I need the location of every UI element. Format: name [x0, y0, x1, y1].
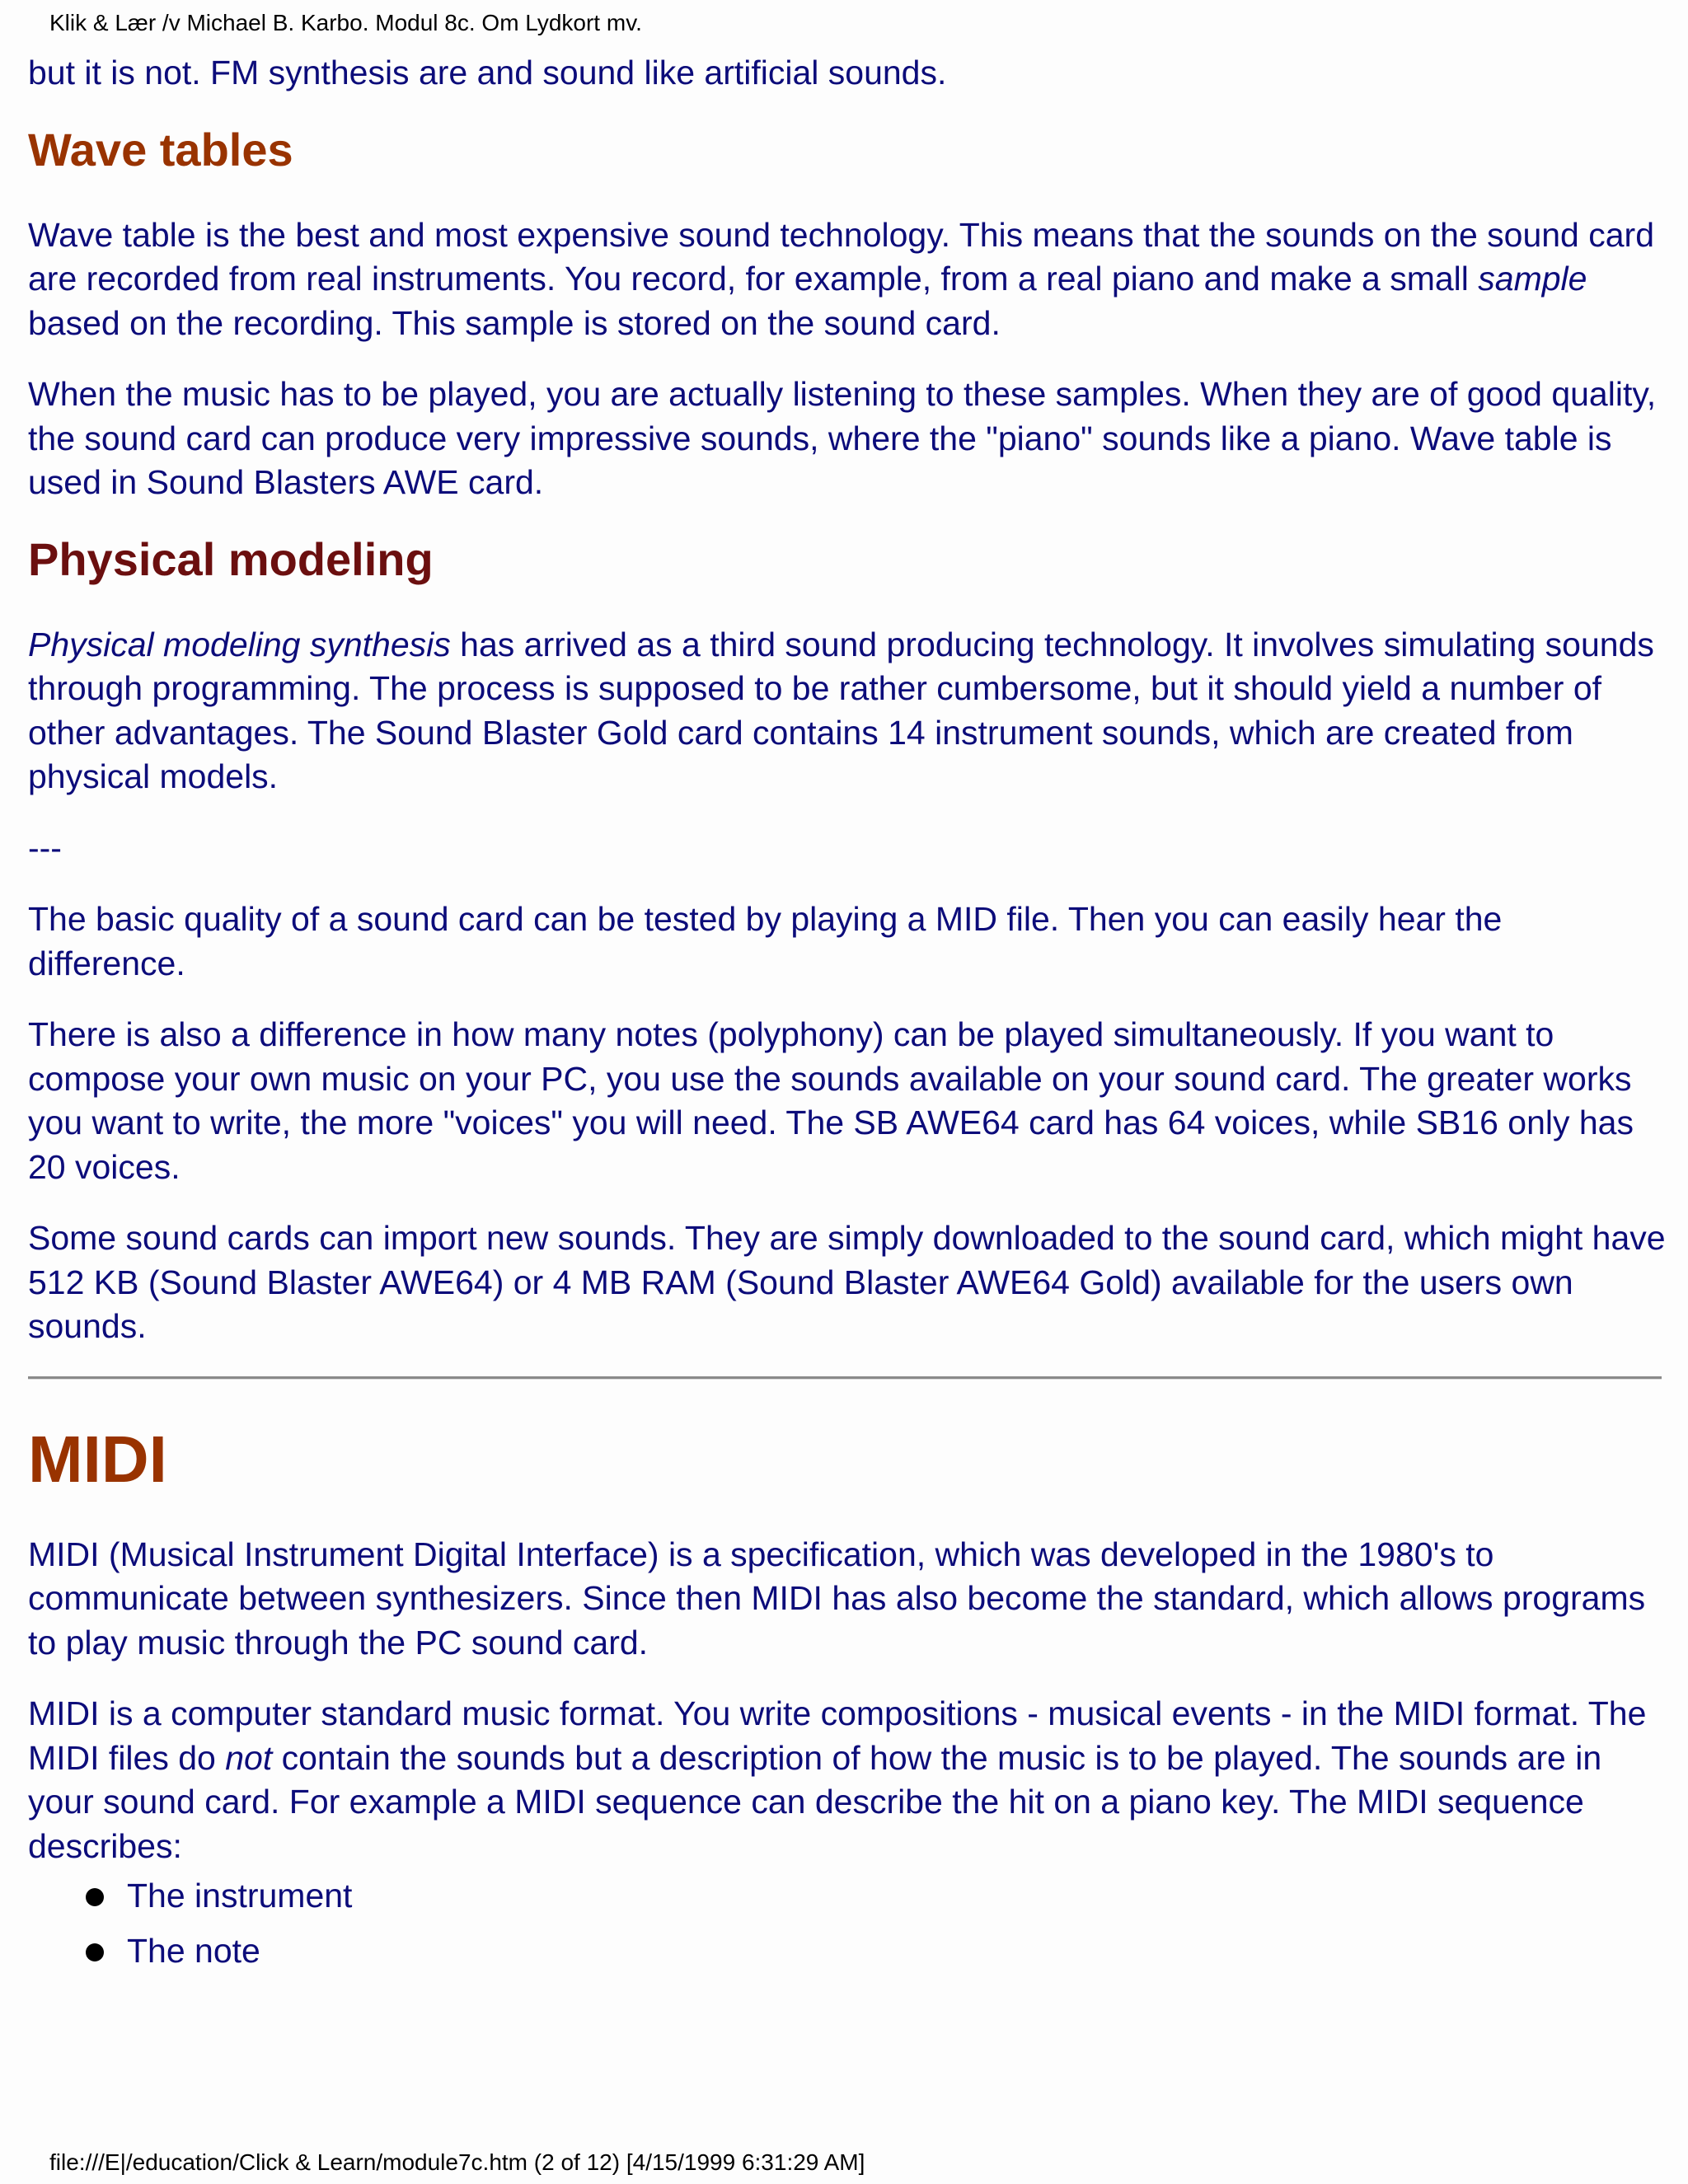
document-body — [28, 51, 1668, 1979]
separator-text: --- — [28, 828, 62, 867]
sample-emphasis: sample — [1478, 260, 1587, 298]
midi-heading: MIDI — [28, 1422, 167, 1496]
physical-modeling-paragraph-1 — [28, 623, 1668, 799]
physical-modeling-p1-after: has arrived as a third sound producing technology. It involves simulating sounds through programming. The process is supposed to be rather cumbersome, but it should yield a number of other advantages. The Sound Blaster Gold card contains 14 instrument sounds, which are created from physical models. — [28, 625, 1654, 795]
list-item — [86, 1868, 1668, 1924]
midi-p2-before: MIDI is a computer standard music format. You write compositions - musical events - in the MIDI format. The MIDI files do — [28, 1694, 1647, 1777]
import-sounds-paragraph: Some sound cards can import new sounds. They are simply downloaded to the sound card, which might have 512 KB (Sound Blaster AWE64) or 4 MB RAM (Sound Blaster AWE64 Gold) available for the users own sounds. — [28, 1219, 1666, 1345]
wave-tables-p1-after: based on the recording. This sample is stored on the sound card. — [28, 303, 1001, 342]
page-header: Klik & Lær /v Michael B. Karbo. Modul 8c. Om Lydkort mv. — [49, 10, 642, 35]
intro-paragraph: but it is not. FM synthesis are and sound like artificial sounds. — [28, 54, 947, 91]
physical-modeling-heading: Physical modeling — [28, 532, 434, 585]
polyphony-paragraph: There is also a difference in how many notes (polyphony) can be played simultaneously. If you want to compose your own music on your PC, you use the sounds available on your sound card. The greater works you want to write, the more "voices" you will need. The SB AWE64 card has 64 voices, while SB16 only has 20 voices. — [28, 1015, 1634, 1186]
wave-tables-paragraph-1 — [28, 213, 1668, 346]
page-footer: file:///E|/education/Click & Learn/module7c.htm (2 of 12) [4/15/1999 6:31:29 AM] — [49, 2149, 865, 2175]
midi-paragraph-2 — [28, 1692, 1668, 1868]
wave-tables-paragraph-2: When the music has to be played, you are actually listening to these samples. When they are of good quality, the sound card can produce very impressive sounds, where the "piano" sounds like a piano. Wave table is used in Sound Blasters AWE card. — [28, 375, 1657, 501]
wave-tables-p1-before: Wave table is the best and most expensive sound technology. This means that the sounds on the sound card are recorded from real instruments. You record, for example, from a real piano and make a small — [28, 215, 1655, 298]
horizontal-rule — [28, 1376, 1662, 1380]
not-emphasis: not — [225, 1738, 273, 1777]
midi-describes-list — [28, 1868, 1668, 1979]
bullet-icon — [86, 1943, 104, 1961]
list-item-text: The instrument — [127, 1877, 353, 1915]
physical-modeling-emphasis: Physical modeling synthesis — [28, 625, 451, 663]
list-item-text: The note — [127, 1932, 260, 1970]
midi-paragraph-1: MIDI (Musical Instrument Digital Interface) is a specification, which was developed in the 1980's to communicate between synthesizers. Since then MIDI has also become the standard, which allows programs to play music through the PC sound card. — [28, 1535, 1646, 1661]
midi-p2-after: contain the sounds but a description of how the music is to be played. The sounds are in your sound card. For example a MIDI sequence can describe the hit on a piano key. The MIDI sequence describes: — [28, 1738, 1602, 1865]
basic-quality-paragraph: The basic quality of a sound card can be tested by playing a MID file. Then you can easily hear the difference. — [28, 900, 1503, 982]
list-item — [86, 1924, 1668, 1979]
wave-tables-heading: Wave tables — [28, 123, 293, 176]
bullet-icon — [86, 1888, 104, 1906]
